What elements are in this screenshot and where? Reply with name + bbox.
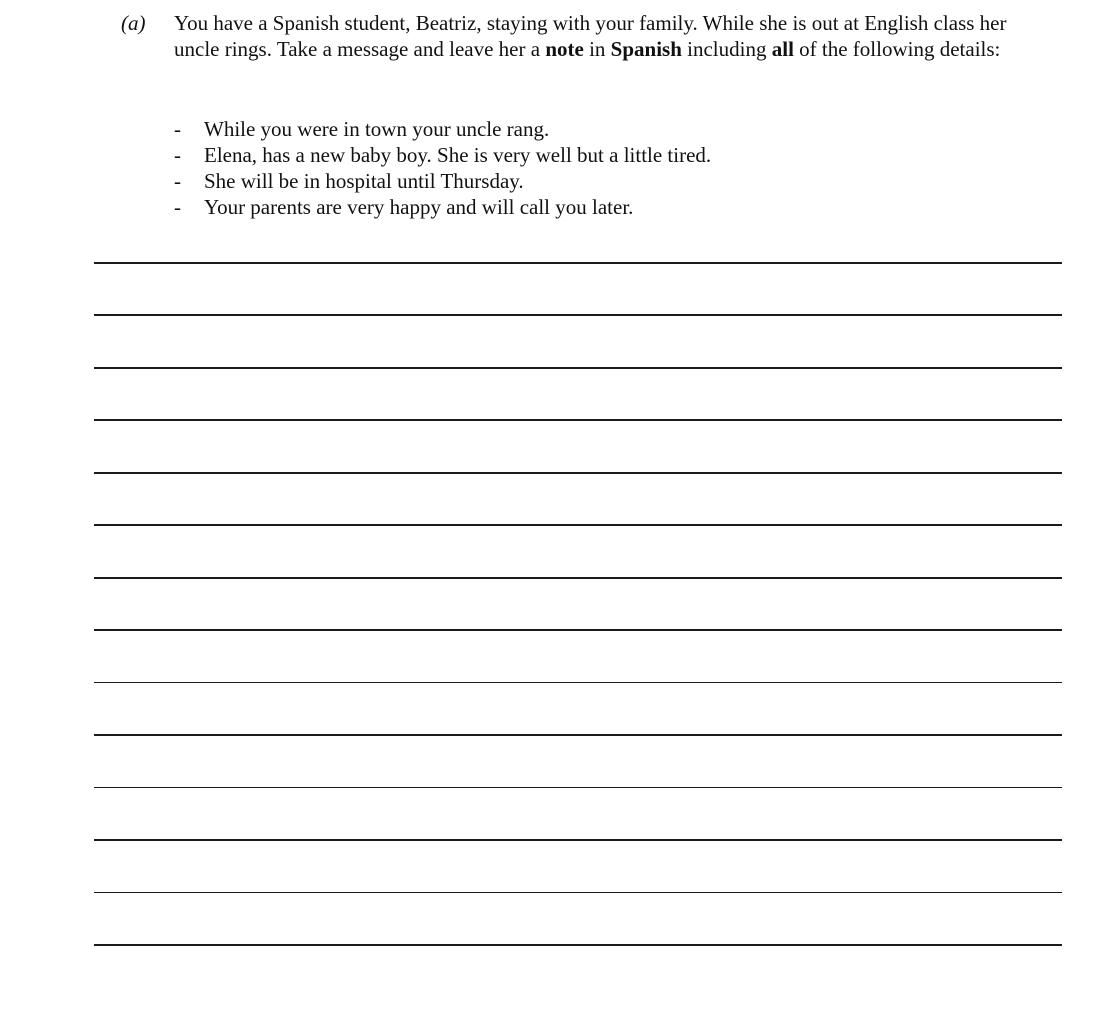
bullet-dash: - — [174, 117, 181, 141]
detail-text: While you were in town your uncle rang. — [204, 117, 550, 141]
answer-line[interactable] — [94, 524, 1062, 526]
answer-line[interactable] — [94, 314, 1062, 316]
answer-line[interactable] — [94, 682, 1062, 684]
instructions-bold-note: note — [545, 37, 584, 61]
instructions-text-4: of the following details: — [793, 37, 1001, 61]
bullet-dash: - — [174, 169, 181, 193]
question-label: (a) — [121, 11, 146, 35]
instructions-text-3: including — [681, 37, 772, 61]
detail-item — [174, 194, 711, 220]
bullet-dash: - — [174, 143, 181, 167]
instructions-bold-all: all — [771, 37, 794, 61]
answer-line[interactable] — [94, 577, 1062, 579]
detail-item — [174, 142, 711, 168]
bullet-dash: - — [174, 195, 181, 219]
answer-line[interactable] — [94, 734, 1062, 736]
detail-text: Elena, has a new baby boy. She is very well but a little tired. — [204, 143, 712, 167]
answer-line[interactable] — [94, 472, 1062, 474]
answer-line[interactable] — [94, 367, 1062, 369]
question-instructions — [174, 10, 1054, 62]
answer-line[interactable] — [94, 787, 1062, 789]
detail-text: Your parents are very happy and will call you later. — [204, 195, 634, 219]
answer-line[interactable] — [94, 892, 1062, 894]
instructions-text-1: You have a Spanish student, Beatriz, staying with your family. While she is out at English class her uncle rings. Take a message and leave her a — [174, 11, 1007, 61]
detail-text: She will be in hospital until Thursday. — [204, 169, 524, 193]
answer-line[interactable] — [94, 419, 1062, 421]
details-list — [174, 116, 711, 220]
answer-line[interactable] — [94, 629, 1062, 631]
instructions-text-2: in — [583, 37, 611, 61]
instructions-bold-spanish: Spanish — [610, 37, 682, 61]
detail-item — [174, 168, 711, 194]
answer-area[interactable] — [94, 262, 1062, 997]
detail-item — [174, 116, 711, 142]
answer-line[interactable] — [94, 839, 1062, 841]
answer-line[interactable] — [94, 262, 1062, 264]
answer-line[interactable] — [94, 944, 1062, 946]
